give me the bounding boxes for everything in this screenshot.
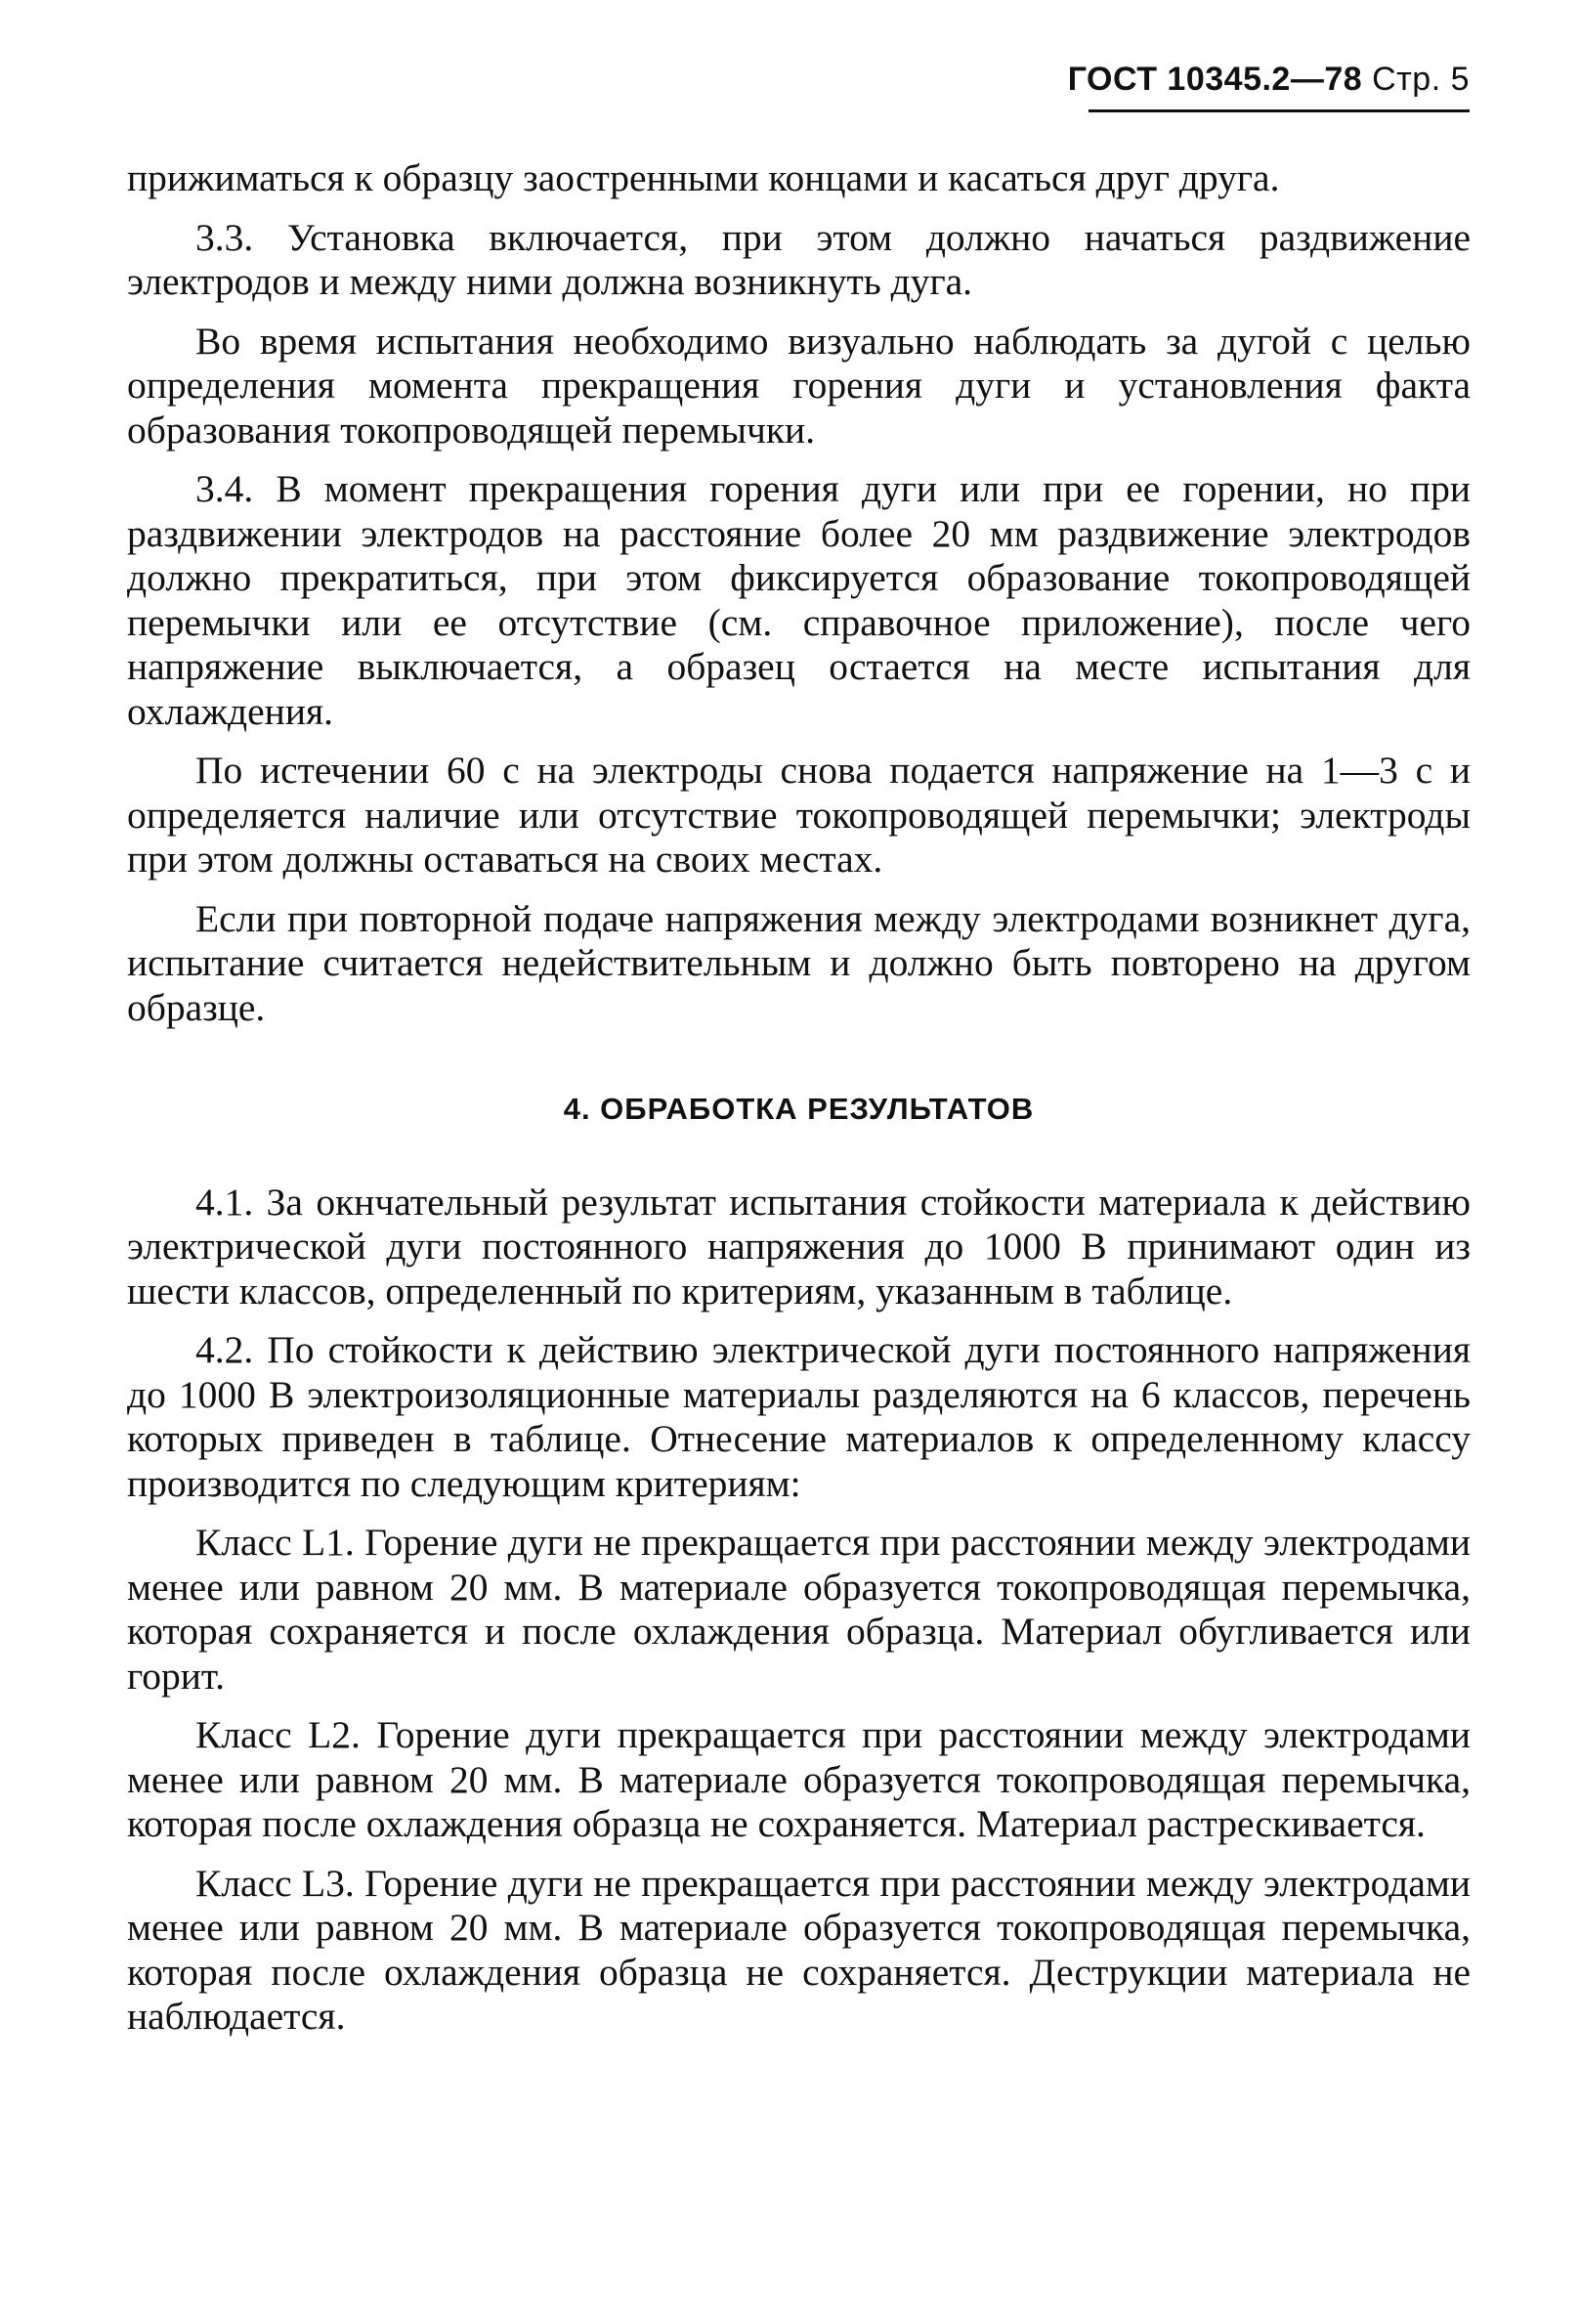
page-header (1068, 61, 1470, 99)
paragraph-class-l3: Класс L3. Горение дуги не прекращается при расстоянии между электродами менее или равном 20 мм. В материале образуется токопроводящая перемычка, которая после охлаждения образца не сохраняется. Деструкции материала не наблюдается. (127, 1861, 1471, 2038)
paragraph-4-1: 4.1. За окнчательный результат испытания стойкости материала к действию электрической дуги постоянного напряжения до 1000 В принимают один из шести классов, определенный по критериям, указанным в таблице. (127, 1180, 1471, 1313)
paragraph-repeat-voltage: Если при повторной подаче напряжения между электродами возникнет дуга, испытание считается недействительным и должно быть повторено на другом образце. (127, 896, 1471, 1029)
paragraph-3-3: 3.3. Установка включается, при этом должно начаться раздвижение электродов и между ними должна возникнуть дуга. (127, 215, 1471, 303)
paragraph-after-60s: По истечении 60 с на электроды снова подается напряжение на 1—3 с и определяется наличие или отсутствие токопроводящей перемычки; электроды при этом должны оставаться на своих местах. (127, 749, 1471, 881)
paragraph-visual-observation: Во время испытания необходимо визуально наблюдать за дугой с целью определения момента прекращения горения дуги и установления факта образования токопроводящей перемычки. (127, 319, 1471, 452)
page-number: Стр. 5 (1372, 61, 1470, 98)
standard-number: ГОСТ 10345.2—78 (1067, 61, 1363, 98)
paragraph-continuation: прижиматься к образцу заостренными концами и касаться друг друга. (127, 156, 1280, 199)
section-title: 4. ОБРАБОТКА РЕЗУЛЬТАТОВ (563, 1092, 1035, 1126)
paragraph-class-l1: Класс L1. Горение дуги не прекращается при расстоянии между электродами менее или равном 20 мм. В материале образуется токопроводящая перемычка, которая сохраняется и после охлаждения образца. Материал обугливается или горит. (127, 1521, 1471, 1698)
page-body (127, 156, 1471, 2054)
header-rule (1089, 109, 1470, 112)
paragraph-3-4: 3.4. В момент прекращения горения дуги или при ее горении, но при раздвижении электродов на расстояние более 20 мм раздвижение электродов должно прекратиться, при этом фиксируется образование токопроводящей перемычки или ее отсутствие (см. справочное приложение), после чего напряжение выключается, а образец остается на месте испытания для охлаждения. (127, 467, 1471, 733)
paragraph-4-2: 4.2. По стойкости к действию электрической дуги постоянного напряжения до 1000 В электроизоляционные материалы разделяются на 6 классов, перечень которых приведен в таблице. Отнесение материалов к определенному классу производится по следующим критериям: (127, 1328, 1471, 1505)
paragraph-class-l2: Класс L2. Горение дуги прекращается при расстоянии между электродами менее или равном 20 мм. В материале образуется токопроводящая перемычка, которая после охлаждения образца не сохраняется. Материал растрескивается. (127, 1713, 1471, 1845)
